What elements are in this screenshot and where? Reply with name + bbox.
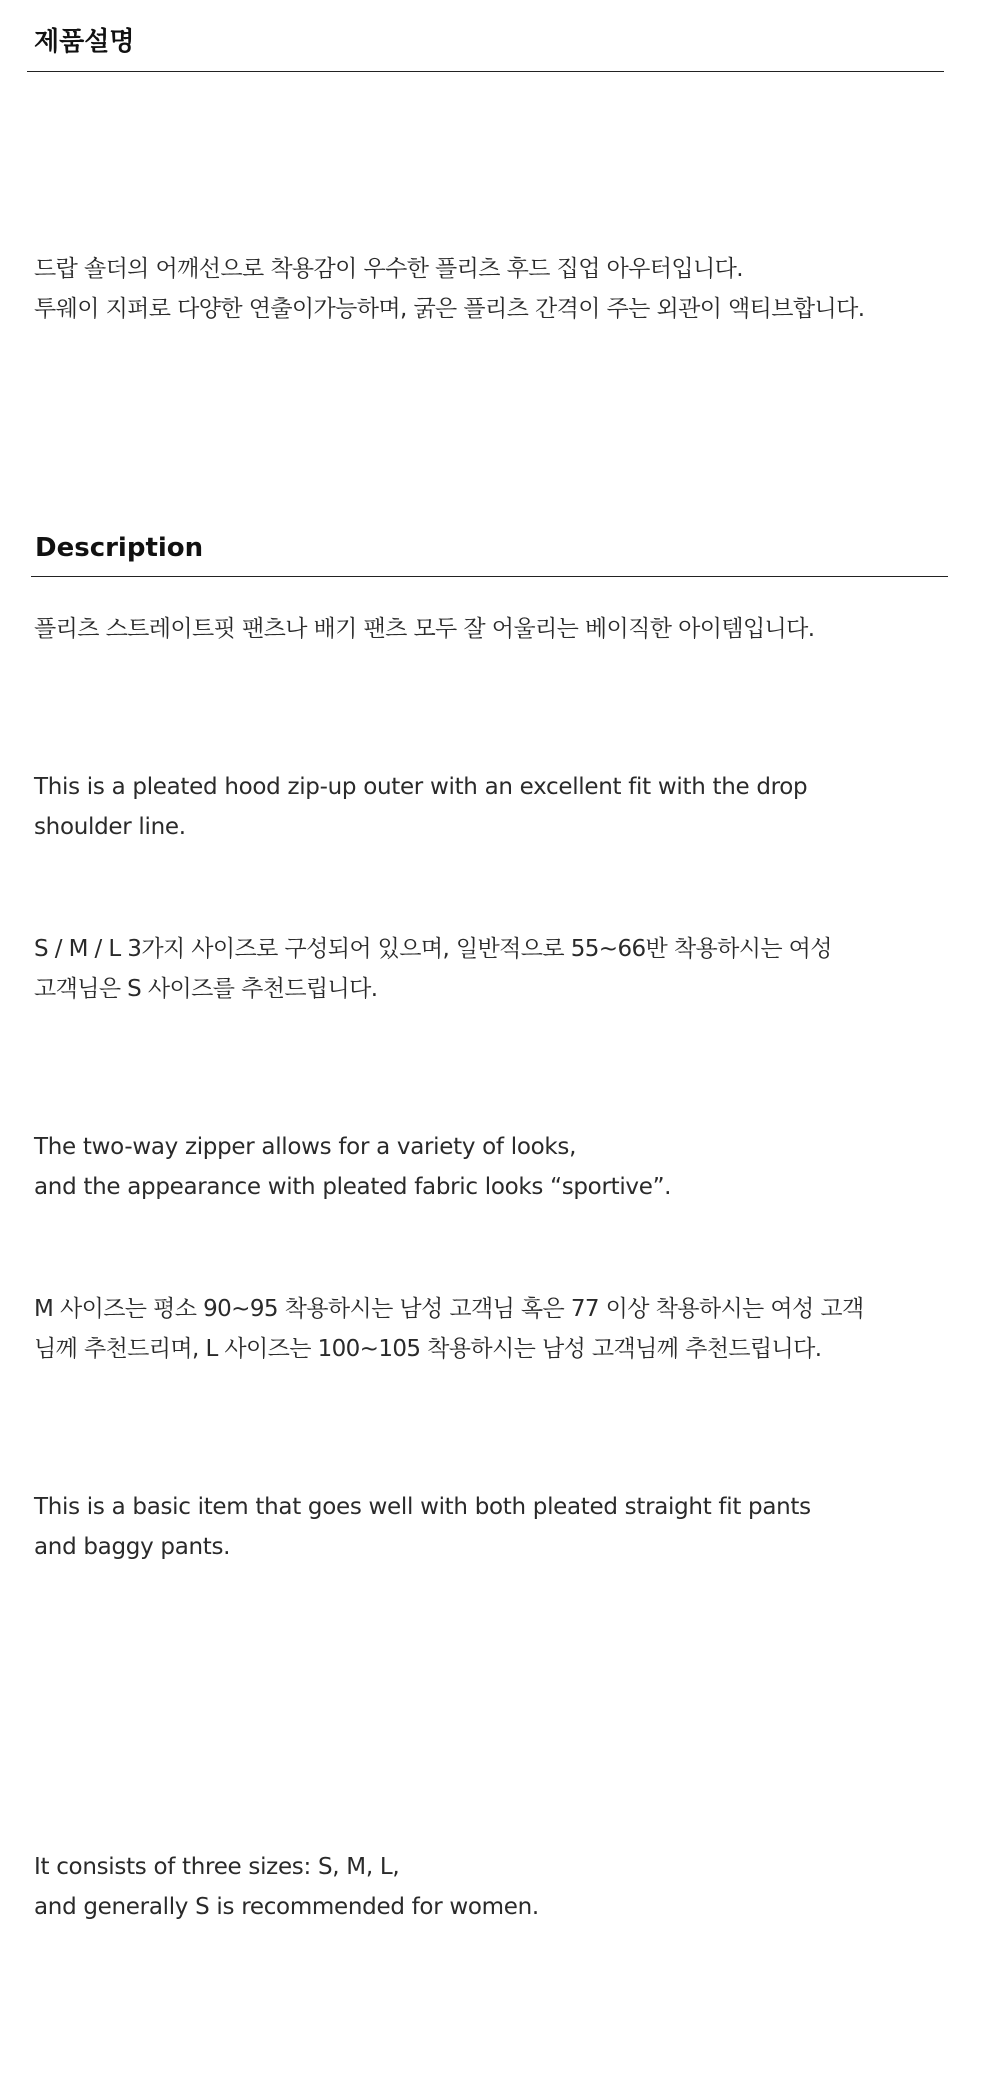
text-line: This is a pleated hood zip-up outer with an excellent fit with the drop (34, 774, 808, 800)
text-line: and baggy pants. (34, 1534, 231, 1560)
korean-paragraph (34, 169, 1000, 409)
english-body (0, 607, 1000, 2087)
text-line: S / M / L 3가지 사이즈로 구성되어 있으며, 일반적으로 55~66반 착용하시는 여성 (34, 936, 832, 962)
text-line: 드랍 숄더의 어깨선으로 착용감이 우수한 플리츠 후드 집업 아우터입니다. (34, 256, 743, 282)
text-line: M 사이즈는 평소 90~95 착용하시는 남성 고객님 혹은 77 이상 착용하시는 여성 고객 (34, 1296, 864, 1322)
text-line: 플리츠 스트레이트핏 팬츠나 배기 팬츠 모두 잘 어울리는 베이직한 아이템입니다. (34, 616, 815, 642)
korean-heading-divider (27, 71, 944, 72)
text-line: The two-way zipper allows for a variety of looks, (34, 1134, 577, 1160)
english-paragraph (34, 687, 1000, 927)
english-paragraph (34, 1767, 1000, 2007)
text-line: and generally S is recommended for women. (34, 1894, 539, 1920)
english-heading-divider (31, 576, 948, 577)
korean-heading: 제품설명 (34, 27, 135, 57)
english-paragraph (34, 1407, 1000, 1647)
text-line: 님께 추천드리며, L 사이즈는 100~105 착용하시는 남성 고객님께 추천드립니다. (34, 1336, 822, 1362)
text-line: and the appearance with pleated fabric looks “sportive”. (34, 1174, 672, 1200)
text-line: 투웨이 지퍼로 다양한 연출이가능하며, 굵은 플리츠 간격이 주는 외관이 액티브합니다. (34, 296, 865, 322)
english-paragraph (34, 1047, 1000, 1287)
text-line: shoulder line. (34, 814, 186, 840)
english-heading: Description (35, 533, 204, 563)
text-line: It consists of three sizes: S, M, L, (34, 1854, 400, 1880)
text-line: 고객님은 S 사이즈를 추천드립니다. (34, 976, 378, 1002)
text-line: This is a basic item that goes well with both pleated straight fit pants (34, 1494, 811, 1520)
english-description-section (0, 528, 1000, 2087)
